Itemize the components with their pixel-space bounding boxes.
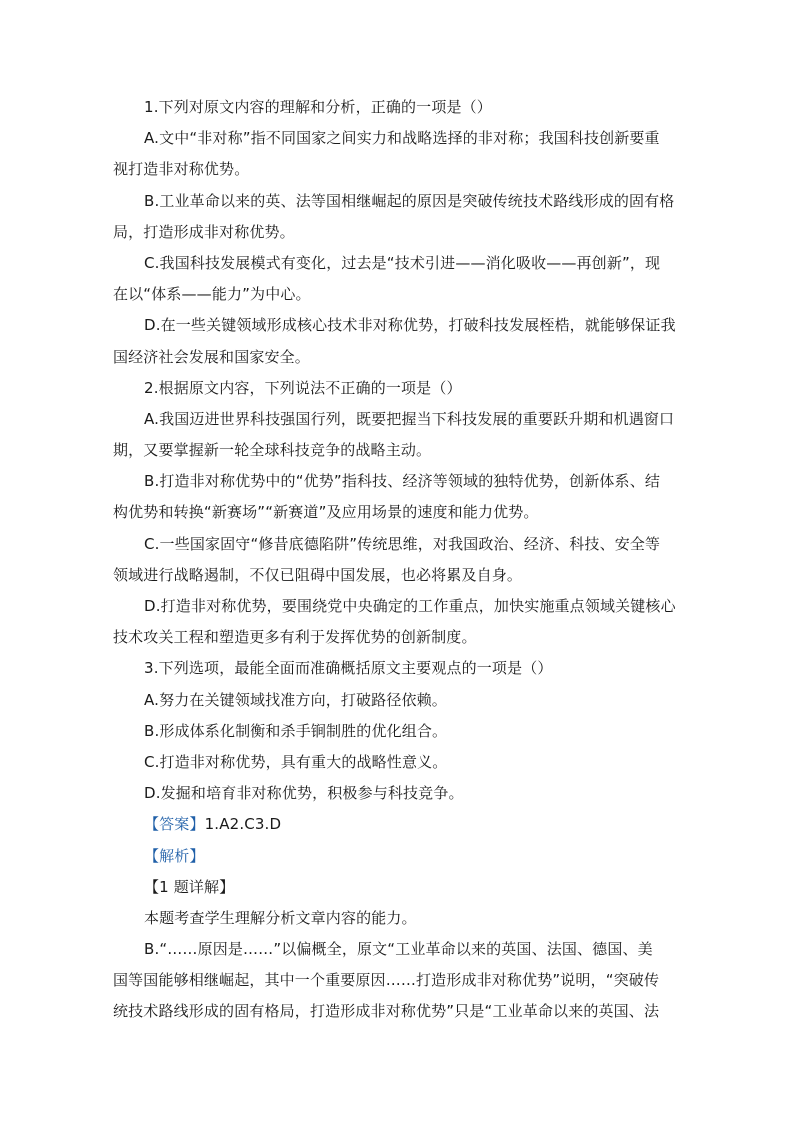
analysis-label: 【解析】 [144, 846, 205, 865]
text-line: C.打造非对称优势，具有重大的战略性意义。 [144, 752, 448, 771]
answer-line [113, 809, 703, 840]
text-line: 1.下列对原文内容的理解和分析，正确的一项是（） [144, 98, 492, 116]
text-line: A.努力在关键领域找准方向，打破路径依赖。 [144, 690, 447, 709]
document-page [113, 92, 703, 1028]
text-line: D.在一些关键领域形成核心技术非对称优势，打破科技发展桎梏，就能够保证我 [144, 316, 676, 335]
text-line: 3.下列选项，最能全面而准确概括原文主要观点的一项是（） [144, 659, 553, 678]
text-line: B.“……原因是……”以偏概全，原文“工业革命以来的英国、法国、德国、美 [144, 940, 653, 959]
text-line: 国经济社会发展和国家安全。 [113, 347, 310, 366]
text-line: 视打造非对称优势。 [113, 160, 250, 179]
text-line: C.一些国家固守“修昔底德陷阱”传统思维，对我国政治、经济、科技、安全等 [144, 534, 661, 553]
text-line: B.工业革命以来的英、法等国相继崛起的原因是突破传统技术路线形成的固有格 [144, 191, 675, 210]
text-line: B.形成体系化制衡和杀手锏制胜的优化组合。 [144, 721, 448, 740]
text-line: A.我国迈进世界科技强国行列，既要把握当下科技发展的重要跃升期和机遇窗口 [144, 409, 675, 428]
question-block [113, 92, 703, 809]
detail-label: 【1 题详解】 [144, 877, 235, 896]
text-line: 技术攻关工程和塑造更多有利于发挥优势的创新制度。 [113, 628, 477, 647]
text-line: 国等国能够相继崛起，其中一个重要原因……打造形成非对称优势”说明，“突破传 [113, 971, 660, 990]
text-line: A.文中“非对称”指不同国家之间实力和战略选择的非对称；我国科技创新要重 [144, 129, 660, 148]
text-line: 统技术路线形成的固有格局，打造形成非对称优势”只是“工业革命以来的英国、法 [113, 1002, 660, 1021]
answer-text: 1.A2.C3.D [204, 815, 282, 834]
analysis-line [113, 841, 703, 872]
text-line: C.我国科技发展模式有变化，过去是“技术引进——消化吸收——再创新”，现 [144, 253, 661, 272]
text-line: 局，打造形成非对称优势。 [113, 222, 295, 241]
text-line: 期，又要掌握新一轮全球科技竞争的战略主动。 [113, 441, 432, 460]
text-line: 在以“体系——能力”为中心。 [113, 285, 311, 304]
text-line: D.发掘和培育非对称优势，积极参与科技竞争。 [144, 784, 464, 803]
text-line: 本题考查学生理解分析文章内容的能力。 [144, 908, 417, 927]
text-line: 构优势和转换“新赛场”“新赛道”及应用场景的速度和能力优势。 [113, 503, 539, 522]
text-line: 2.根据原文内容，下列说法不正确的一项是（） [144, 378, 462, 397]
text-line: B.打造非对称优势中的“优势”指科技、经济等领域的独特优势，创新体系、结 [144, 472, 661, 491]
answer-label: 【答案】 [144, 815, 205, 834]
explanation-block [113, 903, 703, 1028]
detail-line [113, 872, 703, 903]
text-line: D.打造非对称优势，要围绕党中央确定的工作重点，加快实施重点领域关键核心 [144, 597, 676, 615]
text-line: 领域进行战略遏制，不仅已阻碍中国发展，也必将累及自身。 [113, 565, 523, 584]
